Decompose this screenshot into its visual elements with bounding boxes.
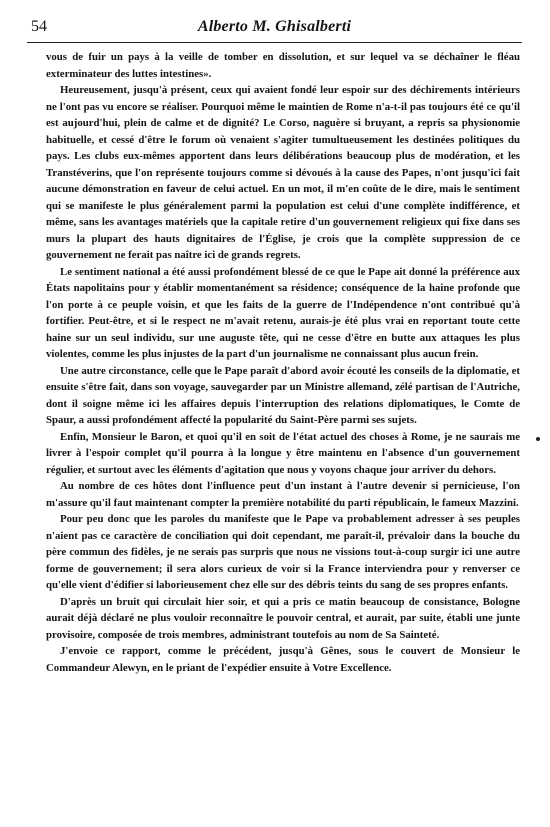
paragraph-4: Une autre circonstance, celle que le Pape paraît d'abord avoir écouté les conseils de la diplomatie, et ensuite s'être fait, dans son voyage, sauvegarder par un Ministre allemand, zélé partisan de l'Autriche, dont il soigne même ici les affaires depuis l'interruption des relations diplomatiques, le Comte de Spaur, a aussi profondément affecté la popularité du Saint-Père parmi ses sujets. [46, 364, 520, 426]
paragraph-5: Enfin, Monsieur le Baron, et quoi qu'il en soit de l'état actuel des choses à Rome, je ne saurais me livrer à l'espoir complet qu'il pourra à la longue y être maintenu en l'absence d'un gouvernement régulier, et surtout avec les éléments d'agitation que nous y voyons chaque jour arriver du dehors. [46, 430, 520, 476]
paragraph-6: Au nombre de ces hôtes dont l'influence peut d'un instant à l'autre devenir si pernicieuse, l'on m'assure qu'il faut maintenant compter la première notabilité du parti républicain, le fameux Mazzini. [46, 480, 520, 509]
paragraph-2: Heureusement, jusqu'à présent, ceux qui avaient fondé leur espoir sur des déchirements intérieurs ne l'ont pas vu encore se réaliser. Pourquoi même le maintien de Rome n'a-t-il pas toujours été ce qu'il est aujourd'hui, plein de calme et de dignité? Le Corso, naguère si bruyant, a repris sa physionomie habituelle, et cessé d'être le forum où venaient s'agiter tumultueusement les destinées politiques du pays. Les clubs eux-mêmes apportent dans leurs délibérations beaucoup plus de modération, et les Transtéverins, que l'on représente toujours comme si dévoués à la cause des Papes, n'ont jusqu'ici fait aucune démonstration en faveur de celui actuel. En un mot, il m'en coûte de le dire, mais le sentiment qui se manifeste le plus généralement parmi la population est celui d'une complète indifférence, et même, sans les avantages matériels que la capitale retire d'un gouvernement religieux qui fixe dans ses murs la plupart des hauts dignitaires de l'Église, je crois que la complète suppression de ce gouvernement ne ferait pas naître ici de grands regrets. [46, 84, 520, 261]
page-header [27, 12, 522, 42]
paragraph-1: vous de fuir un pays à la veille de tomber en dissolution, et sur lequel va se déchaîner le fléau exterminateur des luttes intestines». [46, 51, 520, 80]
paragraph-9: J'envoie ce rapport, comme le précédent, jusqu'à Gênes, sous le couvert de Monsieur le Commandeur Alewyn, en le priant de l'expédier ensuite à Votre Excellence. [46, 645, 520, 674]
running-title: Alberto M. Ghisalberti [197, 18, 352, 35]
body-text [46, 49, 520, 676]
header-rule [27, 42, 522, 43]
margin-mark [536, 437, 540, 441]
paragraph-3: Le sentiment national a été aussi profondément blessé de ce que le Pape ait donné la préférence aux États napolitains pour y établir momentanément sa résidence; conséquence de la haine profonde que l'on porte à ce peuple voisin, et que les faits de la guerre de l'Indépendence n'ont contribué qu'à fortifier. Peut-être, et si le respect ne m'avait retenu, aurais-je été plus vrai en reportant toute cette haine sur un seul individu, sur une auguste tête, qui ne cesse d'être en butte aux attaques les plus violentes, comme les plus injustes de la part d'un journalisme ne connaissant plus aucun frein. [46, 265, 520, 360]
paragraph-7: Pour peu donc que les paroles du manifeste que le Pape va probablement adresser à ses peuples n'aient pas ce caractère de conciliation qui doit cependant, me paraît-il, prévaloir dans la bouche du père commun des fidèles, je ne serais pas surpris que nous ne vissions tout-à-coup surgir ici une autre forme de gouvernement; il sera alors curieux de voir si la France interviendra pour y renverser ce qu'elle vient d'édifier si laborieusement chez elle sur des débris teints du sang de ses propres enfants. [46, 513, 520, 591]
page-number: 54 [31, 18, 47, 35]
paragraph-8: D'après un bruit qui circulait hier soir, et qui a pris ce matin beaucoup de consistance, Bologne aurait déjà déclaré ne plus vouloir reconnaître le pouvoir central, et aurait, par suite, établi une junte provisoire, composée de trois membres, administrant toutefois au nom de Sa Sainteté. [46, 595, 520, 641]
